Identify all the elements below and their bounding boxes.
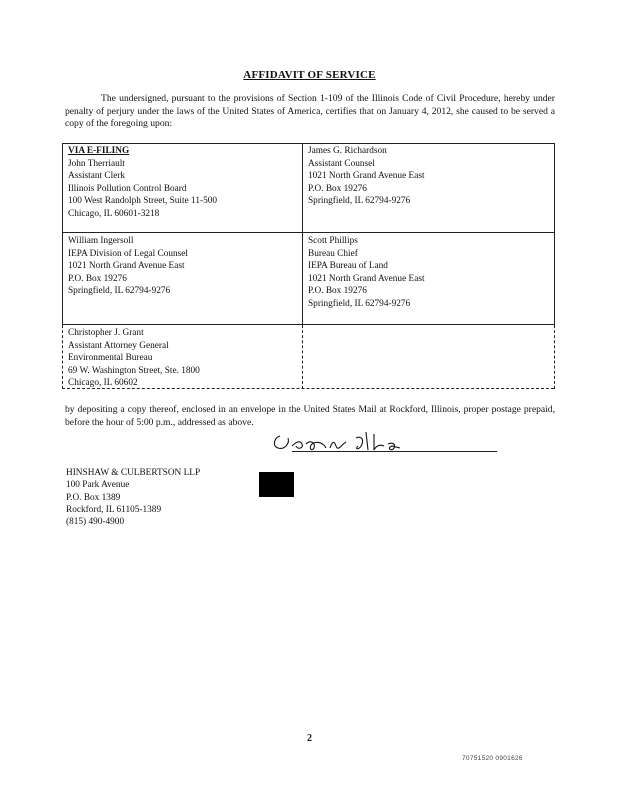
table-left-border [62,143,63,325]
table-row-divider [62,324,554,325]
recipient-line: 1021 North Grand Avenue East [308,171,425,182]
firm-name: HINSHAW & CULBERTSON LLP [66,468,201,478]
firm-block [66,467,200,528]
recipient-line: Illinois Pollution Control Board [68,183,187,194]
recipient-line: Chicago, IL 60602 [68,378,138,389]
table-center-divider-dashed [302,325,303,389]
document-code: 70751520 0901626 [462,755,523,762]
recipient-line: 1021 North Grand Avenue East [308,273,425,284]
recipient-cell [68,235,188,298]
recipient-line: P.O. Box 19276 [68,273,127,284]
table-right-border [554,143,555,325]
firm-city: Rockford, IL 61105-1389 [66,504,162,515]
recipient-line: 1021 North Grand Avenue East [68,261,185,272]
recipient-line: 100 West Randolph Street, Suite 11-500 [68,196,218,207]
table-right-border-dashed [554,325,555,389]
firm-phone: (815) 490-4900 [66,517,125,528]
recipient-line: Environmental Bureau [68,353,153,364]
recipient-line: 69 W. Washington Street, Ste. 1800 [68,365,200,376]
closing-paragraph: by depositing a copy thereof, enclosed in an envelope in the United States Mail at Rockford, Illinois, proper postage prepaid, before the hour of 5:00 p.m., addressed as above. [65,404,555,428]
page-number: 2 [307,733,312,744]
recipient-line: James G. Richardson [308,146,387,156]
recipient-line: VIA E-FILING [68,146,130,156]
recipient-line: Springfield, IL 62794-9276 [308,196,411,207]
recipient-line: P.O. Box 19276 [308,286,367,297]
recipient-line: John Therriault [68,158,125,169]
recipient-line: P.O. Box 19276 [308,183,367,194]
recipient-cell [308,235,425,311]
recipient-line: Springfield, IL 62794-9276 [68,286,171,297]
document-title: AFFIDAVIT OF SERVICE [243,69,376,81]
signature-line [292,451,497,452]
table-left-border-dashed [62,325,63,389]
firm-po-box: P.O. Box 1389 [66,492,121,503]
recipient-cell [68,327,200,390]
recipient-line: IEPA Division of Legal Counsel [68,248,188,259]
recipient-line: Bureau Chief [308,248,358,259]
service-list-table [62,143,554,389]
recipient-line: Christopher J. Grant [68,328,144,338]
firm-address: 100 Park Avenue [66,480,130,491]
recipient-line: Assistant Counsel [308,158,375,169]
redaction-box [259,472,294,497]
intro-paragraph: The undersigned, pursuant to the provisions of Section 1-109 of the Illinois Code of Civil Procedure, hereby under penalty of perjury under the laws of the United States of America, certifies that on January 4, 2012, she caused to be served a copy of the foregoing upon: [65,93,555,129]
recipient-line: Assistant Attorney General [68,340,169,351]
recipient-cell [308,145,425,208]
recipient-line: Scott Phillips [308,236,358,246]
recipient-cell [68,145,217,221]
recipient-line: Chicago, IL 60601-3218 [68,208,160,219]
table-row-divider [62,232,554,233]
recipient-line: Springfield, IL 62794-9276 [308,298,411,309]
recipient-line: IEPA Bureau of Land [308,261,388,272]
recipient-line: William Ingersoll [68,236,134,246]
table-top-border [62,143,554,144]
recipient-line: Assistant Clerk [68,171,126,182]
table-center-divider [302,143,303,325]
